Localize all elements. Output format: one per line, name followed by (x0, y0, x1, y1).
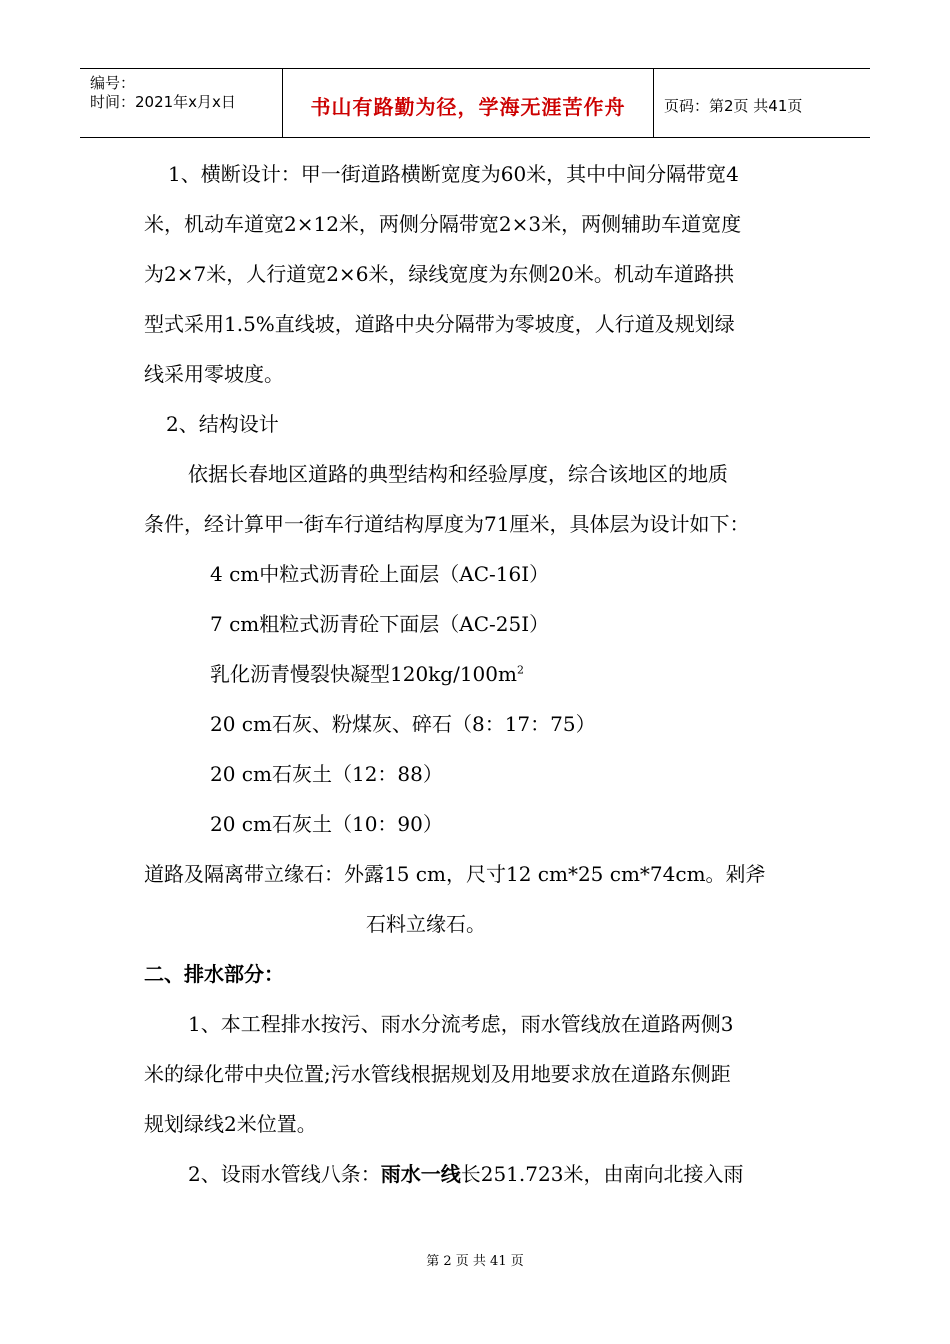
paragraph-line (188, 1158, 743, 1187)
section-heading: 二、排水部分： (144, 962, 284, 986)
layer-item: 7 cm粗粒式沥青砼下面层（AC-25I） (210, 612, 550, 636)
superscript-2: 2 (516, 663, 524, 677)
paragraph-line: 规划绿线2米位置。 (144, 1112, 317, 1136)
page-header (80, 68, 870, 138)
paragraph-line: 条件，经计算甲一街车行道结构厚度为71厘米，具体层为设计如下： (144, 512, 750, 536)
layer-item: 20 cm石灰土（12：88） (210, 762, 443, 786)
paragraph-line: 1、本工程排水按污、雨水分流考虑，雨水管线放在道路两侧3 (188, 1012, 734, 1036)
header-page-info (654, 69, 870, 137)
layer-item: 20 cm石灰土（10：90） (210, 812, 443, 836)
paragraph-line: 依据长春地区道路的典型结构和经验厚度，综合该地区的地质 (188, 462, 728, 486)
section-heading: 2、结构设计 (166, 412, 279, 436)
paragraph-line: 为2×7米，人行道宽2×6米，绿线宽度为东侧20米。机动车道路拱 (144, 262, 734, 286)
line-text: 2、设雨水管线八条： (188, 1162, 381, 1186)
paragraph-line: 线采用零坡度。 (144, 362, 284, 386)
motto-text: 书山有路勤为径，学海无涯苦作舟 (310, 95, 626, 119)
paragraph-line: 米的绿化带中央位置;污水管线根据规划及用地要求放在道路东侧距 (144, 1062, 731, 1086)
paragraph-line: 石料立缘石。 (366, 912, 486, 936)
paragraph-line: 米，机动车道宽2×12米，两侧分隔带宽2×3米，两侧辅助车道宽度 (144, 212, 742, 236)
layer-item (210, 658, 524, 687)
layer-item: 20 cm石灰、粉煤灰、碎石（8：17：75） (210, 712, 596, 736)
paragraph-line: 型式采用1.5%直线坡，道路中央分隔带为零坡度，人行道及规划绿 (144, 312, 735, 336)
date-label: 时间：2021年x月x日 (90, 93, 236, 111)
bold-term: 雨水一线 (380, 1162, 461, 1186)
paragraph-line: 道路及隔离带立缘石：外露15 cm，尺寸12 cm*25 cm*74cm。剁斧 (144, 862, 766, 886)
layer-item: 4 cm中粒式沥青砼上面层（AC-16I） (210, 562, 550, 586)
page-footer: 第 2 页 共 41 页 (426, 1254, 524, 1269)
layer-item-text: 乳化沥青慢裂快凝型120kg/100m (210, 662, 517, 686)
line-text: 长251.723米，由南向北接入雨 (460, 1162, 744, 1186)
number-label: 编号： (90, 74, 136, 92)
page-info-text: 页码：第2页 共41页 (664, 97, 803, 115)
header-motto-cell (283, 69, 654, 137)
paragraph-line: 1、横断设计：甲一街道路横断宽度为60米，其中中间分隔带宽4 (168, 162, 739, 186)
header-meta (80, 69, 283, 137)
